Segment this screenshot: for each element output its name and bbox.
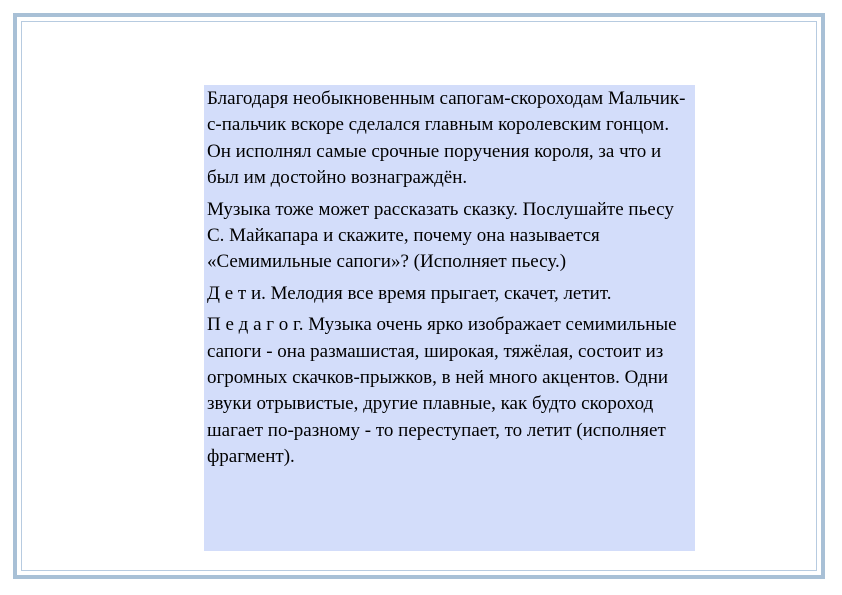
paragraph-music-question: Музыка тоже может рассказать сказку. Послушайте пьесу С. Майкапара и скажите, почему она называется «Семимильные сапоги»? (Исполняет пьесу.) [207, 198, 674, 273]
paragraph-story: Благодаря необыкновенным сапогам-скороходам Мальчик-с-пальчик вскоре сделался главным королевским гонцом. Он исполнял самые срочные поручения короля, за что и был им достойно вознаграждён. [207, 88, 686, 189]
paragraph-teacher-explanation: П е д а г о г. Музыка очень ярко изображает семимильные сапоги - она размашистая, широкая, тяжёлая, состоит из огромных скачков-прыжков, в ней много акцентов. Одни звуки отрывистые, другие плавные, как будто скороход шагает по-разному - то переступает, то летит (исполняет фрагмент). [207, 314, 677, 468]
paragraph-children-answer: Д е т и. Мелодия все время прыгает, скачет, летит. [207, 282, 612, 304]
story-text-box [204, 85, 695, 551]
